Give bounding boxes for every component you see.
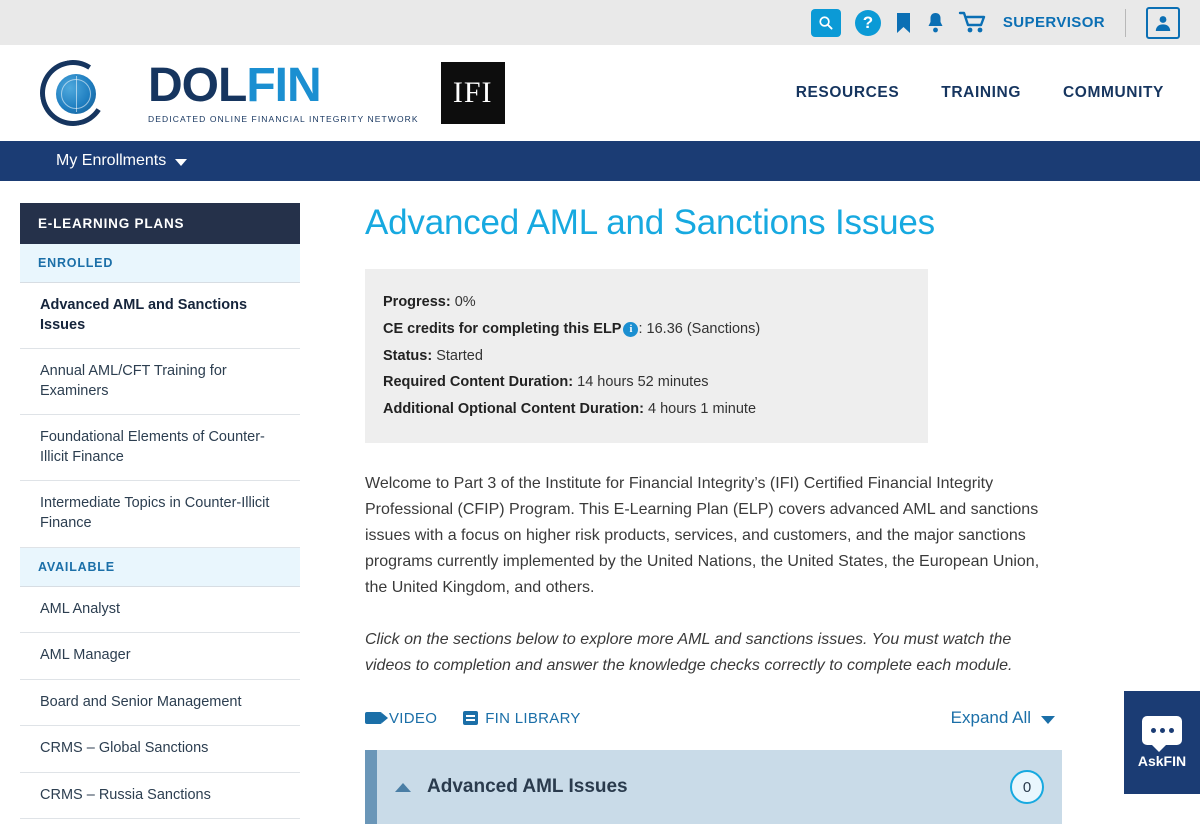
status-label: Status: <box>383 347 433 364</box>
notification-bell-icon[interactable] <box>926 12 945 34</box>
expand-all-button[interactable] <box>951 708 1055 728</box>
required-duration-value: 14 hours 52 minutes <box>577 374 709 391</box>
video-filter-link[interactable] <box>365 710 437 727</box>
nav-item-resources[interactable]: RESOURCES <box>795 84 900 101</box>
sub-navigation <box>0 141 1200 181</box>
user-profile-button[interactable] <box>1146 7 1180 39</box>
main-content <box>300 203 1200 824</box>
chevron-up-icon <box>395 783 411 792</box>
role-label: SUPERVISOR <box>1002 14 1105 31</box>
my-enrollments-menu[interactable] <box>56 152 187 170</box>
sidebar-item-foundational-elements-of-counter-illicit-finance[interactable]: Foundational Elements of Counter-Illicit Finance <box>20 415 300 481</box>
toolbar-divider <box>1125 9 1126 37</box>
optional-duration-value: 4 hours 1 minute <box>648 401 757 418</box>
sidebar-item-advanced-aml-and-sanctions-issues[interactable]: Advanced AML and Sanctions Issues <box>20 283 300 349</box>
page-title: Advanced AML and Sanctions Issues <box>365 203 935 242</box>
sidebar-item-crms-global-sanctions[interactable]: CRMS – Global Sanctions <box>20 726 300 773</box>
status-row <box>383 343 910 370</box>
ce-credits-label: CE credits for completing this ELP <box>383 320 622 337</box>
shopping-cart-icon[interactable] <box>959 11 989 35</box>
optional-duration-row <box>383 396 910 423</box>
logo[interactable] <box>40 60 419 126</box>
help-icon-label: ? <box>862 12 874 32</box>
course-info-panel <box>365 269 928 443</box>
fin-library-link[interactable] <box>463 710 581 727</box>
logo-wordmark <box>148 59 419 124</box>
bookmark-icon[interactable] <box>895 12 912 34</box>
user-profile-icon <box>1154 14 1172 32</box>
instruction-paragraph: Click on the sections below to explore more AML and sanctions issues. You must watch the videos to completion and answer the knowledge checks correctly to complete each module. <box>365 630 1013 674</box>
my-enrollments-label: My Enrollments <box>56 152 167 169</box>
optional-duration-label: Additional Optional Content Duration: <box>383 401 644 418</box>
chat-icon <box>1142 716 1182 745</box>
sidebar-item-crms-russia-sanctions[interactable]: CRMS – Russia Sanctions <box>20 773 300 820</box>
chevron-down-icon <box>175 159 187 166</box>
video-icon <box>365 712 382 724</box>
accordion-title: Advanced AML Issues <box>427 776 628 798</box>
dolfin-logo-icon <box>40 60 126 126</box>
content-tools-row <box>365 708 1055 728</box>
askfin-widget[interactable] <box>1124 691 1200 794</box>
utility-bar <box>0 0 1200 45</box>
search-button[interactable] <box>811 9 841 37</box>
video-filter-label: VIDEO <box>389 709 438 727</box>
ce-credits-row <box>383 316 910 343</box>
askfin-label: AskFIN <box>1137 753 1187 769</box>
progress-value: 0% <box>454 294 476 310</box>
logo-text-dol: DOL <box>148 59 247 112</box>
sidebar <box>20 203 300 824</box>
progress-row <box>383 289 910 316</box>
info-icon[interactable]: i <box>623 322 638 337</box>
accordion-count-badge: 0 <box>1010 770 1044 804</box>
required-duration-label: Required Content Duration: <box>383 374 574 391</box>
help-icon[interactable] <box>855 10 881 36</box>
sidebar-title: E-LEARNING PLANS <box>20 203 300 244</box>
fin-library-label: FIN LIBRARY <box>485 709 581 727</box>
partner-logo-ifi[interactable] <box>441 62 505 124</box>
sidebar-item-intermediate-topics-in-counter-illicit-finance[interactable]: Intermediate Topics in Counter-Illicit Finance <box>20 481 300 547</box>
search-icon <box>818 15 833 30</box>
page-body <box>0 181 1200 824</box>
logo-tagline: DEDICATED ONLINE FINANCIAL INTEGRITY NETWORK <box>148 114 419 124</box>
sidebar-item-aml-manager[interactable]: AML Manager <box>20 633 300 680</box>
chevron-down-icon <box>1041 716 1055 724</box>
site-header <box>0 45 1200 141</box>
required-duration-row <box>383 369 910 396</box>
partner-logo-label: IFI <box>452 76 493 109</box>
nav-item-training[interactable]: TRAINING <box>941 84 1022 101</box>
expand-all-label: Expand All <box>950 708 1031 728</box>
sidebar-item-aml-analyst[interactable]: AML Analyst <box>20 587 300 634</box>
nav-item-community[interactable]: COMMUNITY <box>1063 84 1164 101</box>
accordion-section-advanced-aml-issues[interactable] <box>365 750 1062 824</box>
sidebar-item-annual-amlcft-training-for-examiners[interactable]: Annual AML/CFT Training for Examiners <box>20 349 300 415</box>
logo-text-fin: FIN <box>246 59 321 112</box>
sidebar-group-enrolled: ENROLLED <box>20 244 300 283</box>
status-value: Started <box>436 347 483 364</box>
main-navigation <box>796 84 1164 102</box>
description-paragraph: Welcome to Part 3 of the Institute for Financial Integrity’s (IFI) Certified Financial Integrity Professional (CFIP) Program. This E-Learning Plan (ELP) covers advanced AML and sanctions issues with a focus on higher risk products, services, and customers, and the major sanctions programs currently implemented by the United Nations, the United States, the European Union, the United Kingdom, and others. <box>365 475 1040 596</box>
sidebar-group-available: AVAILABLE <box>20 548 300 587</box>
progress-label: Progress: <box>383 294 451 310</box>
ce-credits-value: : 16.36 (Sanctions) <box>638 320 761 337</box>
sidebar-item-board-and-senior-management[interactable]: Board and Senior Management <box>20 680 300 727</box>
book-icon <box>463 711 478 725</box>
